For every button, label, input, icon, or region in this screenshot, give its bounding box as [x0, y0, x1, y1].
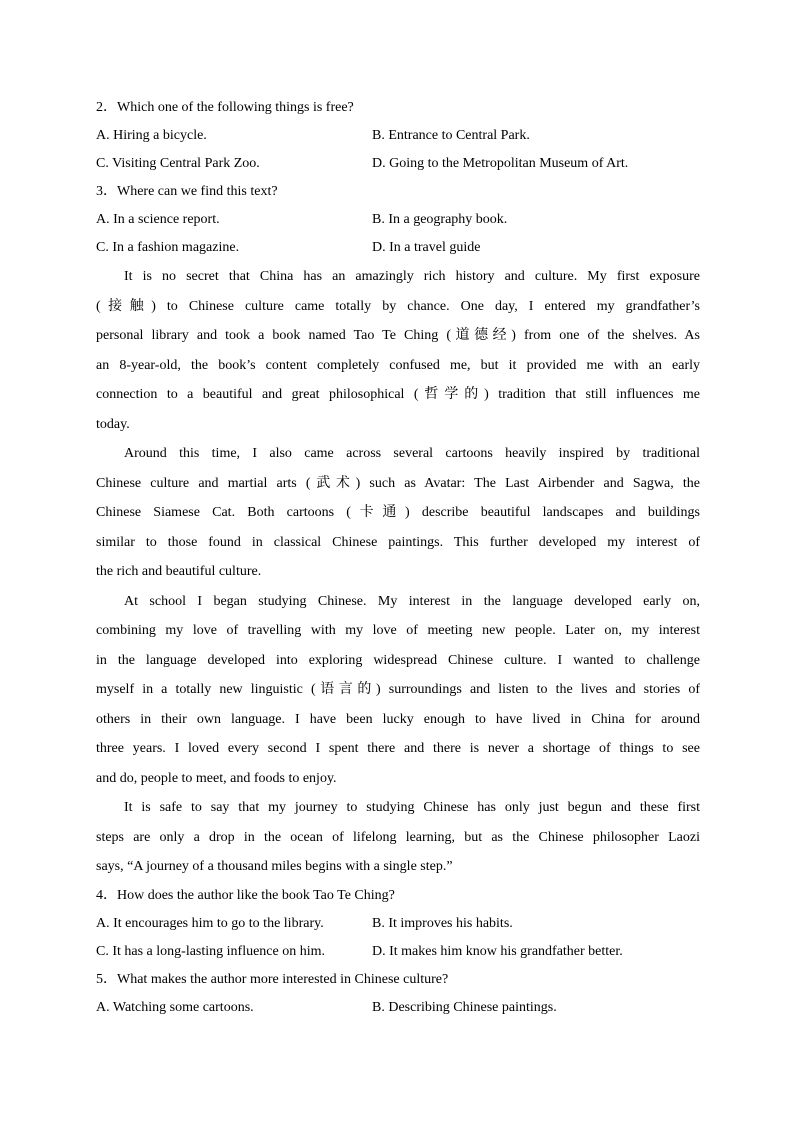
passage-line: combining my love of travelling with my love of meeting new people. Later on, my interest — [96, 623, 700, 638]
question-3 — [96, 178, 700, 262]
passage-line: Chinese culture and martial arts (武术) such as Avatar: The Last Airbender and Sagwa, the — [96, 475, 700, 491]
passage-line: in the language developed into exploring widespread Chinese culture. I wanted to challenge — [96, 652, 700, 668]
question-4-options-row-2 — [96, 938, 700, 966]
question-5-option-a[interactable]: A. Watching some cartoons. — [96, 999, 254, 1015]
passage-line: At school I began studying Chinese. My interest in the language developed early on, — [124, 593, 700, 609]
question-3-options-row-2 — [96, 234, 700, 262]
question-3-options-row-1 — [96, 206, 700, 234]
passage-line: an 8-year-old, the book’s content completely confused me, but it provided me with an early — [96, 357, 700, 373]
question-4-stem: 4．How does the author like the book Tao Te Ching? — [96, 887, 395, 903]
passage-line: says, “A journey of a thousand miles begins with a single step.” — [96, 859, 453, 874]
question-4-option-d[interactable]: D. It makes him know his grandfather better. — [372, 943, 623, 959]
passage-line: myself in a totally new linguistic (语言的) surroundings and listen to the lives and stories of — [96, 682, 700, 697]
question-5-options-row-1 — [96, 994, 700, 1022]
question-4 — [96, 882, 700, 966]
passage-line: Chinese Siamese Cat. Both cartoons (卡通) describe beautiful landscapes and buildings — [96, 505, 700, 520]
passage-paragraph-3 — [96, 587, 700, 794]
question-4-options-row-1 — [96, 910, 700, 938]
passage-line: steps are only a drop in the ocean of lifelong learning, but as the Chinese philosopher Laozi — [96, 829, 700, 845]
passage-paragraph-4 — [96, 793, 700, 882]
question-4-option-a[interactable]: A. It encourages him to go to the library. — [96, 915, 324, 931]
question-3-option-c[interactable]: C. In a fashion magazine. — [96, 240, 240, 255]
question-2 — [96, 94, 700, 178]
question-2-stem: 2．Which one of the following things is free? — [96, 100, 354, 115]
question-2-option-a[interactable]: A. Hiring a bicycle. — [96, 128, 207, 143]
question-2-option-c[interactable]: C. Visiting Central Park Zoo. — [96, 156, 260, 171]
passage-line: It is safe to say that my journey to studying Chinese has only just begun and these first — [124, 800, 700, 815]
question-5-option-b[interactable]: B. Describing Chinese paintings. — [372, 999, 557, 1015]
passage-line: and do, people to meet, and foods to enjoy. — [96, 770, 337, 786]
passage-line: (接触) to Chinese culture came totally by chance. One day, I entered my grandfather’s — [96, 298, 700, 314]
question-2-options-row-2 — [96, 150, 700, 178]
question-3-option-a[interactable]: A. In a science report. — [96, 212, 220, 227]
question-3-option-d[interactable]: D. In a travel guide — [372, 240, 481, 255]
passage-line: similar to those found in classical Chinese paintings. This further developed my interest of — [96, 534, 700, 550]
passage-line: three years. I loved every second I spent there and there is never a shortage of things to see — [96, 741, 700, 756]
question-2-option-b[interactable]: B. Entrance to Central Park. — [372, 128, 530, 143]
passage-line: It is no secret that China has an amazingly rich history and culture. My first exposure — [124, 269, 700, 284]
passage — [96, 262, 700, 882]
passage-line: others in their own language. I have been lucky enough to have lived in China for around — [96, 711, 700, 727]
passage-paragraph-1 — [96, 262, 700, 439]
question-4-option-b[interactable]: B. It improves his habits. — [372, 915, 513, 931]
question-2-option-d[interactable]: D. Going to the Metropolitan Museum of Art. — [372, 156, 629, 171]
passage-paragraph-2 — [96, 439, 700, 587]
passage-line: connection to a beautiful and great philosophical (哲学的) tradition that still influences me — [96, 387, 700, 402]
passage-line: today. — [96, 416, 130, 432]
exam-page — [96, 94, 700, 1022]
question-4-option-c[interactable]: C. It has a long-lasting influence on him. — [96, 943, 326, 959]
question-5 — [96, 966, 700, 1022]
question-5-stem: 5．What makes the author more interested in Chinese culture? — [96, 971, 449, 987]
question-3-option-b[interactable]: B. In a geography book. — [372, 212, 508, 227]
question-3-stem: 3．Where can we find this text? — [96, 184, 278, 199]
passage-line: the rich and beautiful culture. — [96, 564, 262, 579]
passage-line: Around this time, I also came across several cartoons heavily inspired by traditional — [124, 446, 700, 461]
passage-line: personal library and took a book named Tao Te Ching (道德经) from one of the shelves. As — [96, 328, 700, 343]
question-2-options-row-1 — [96, 122, 700, 150]
